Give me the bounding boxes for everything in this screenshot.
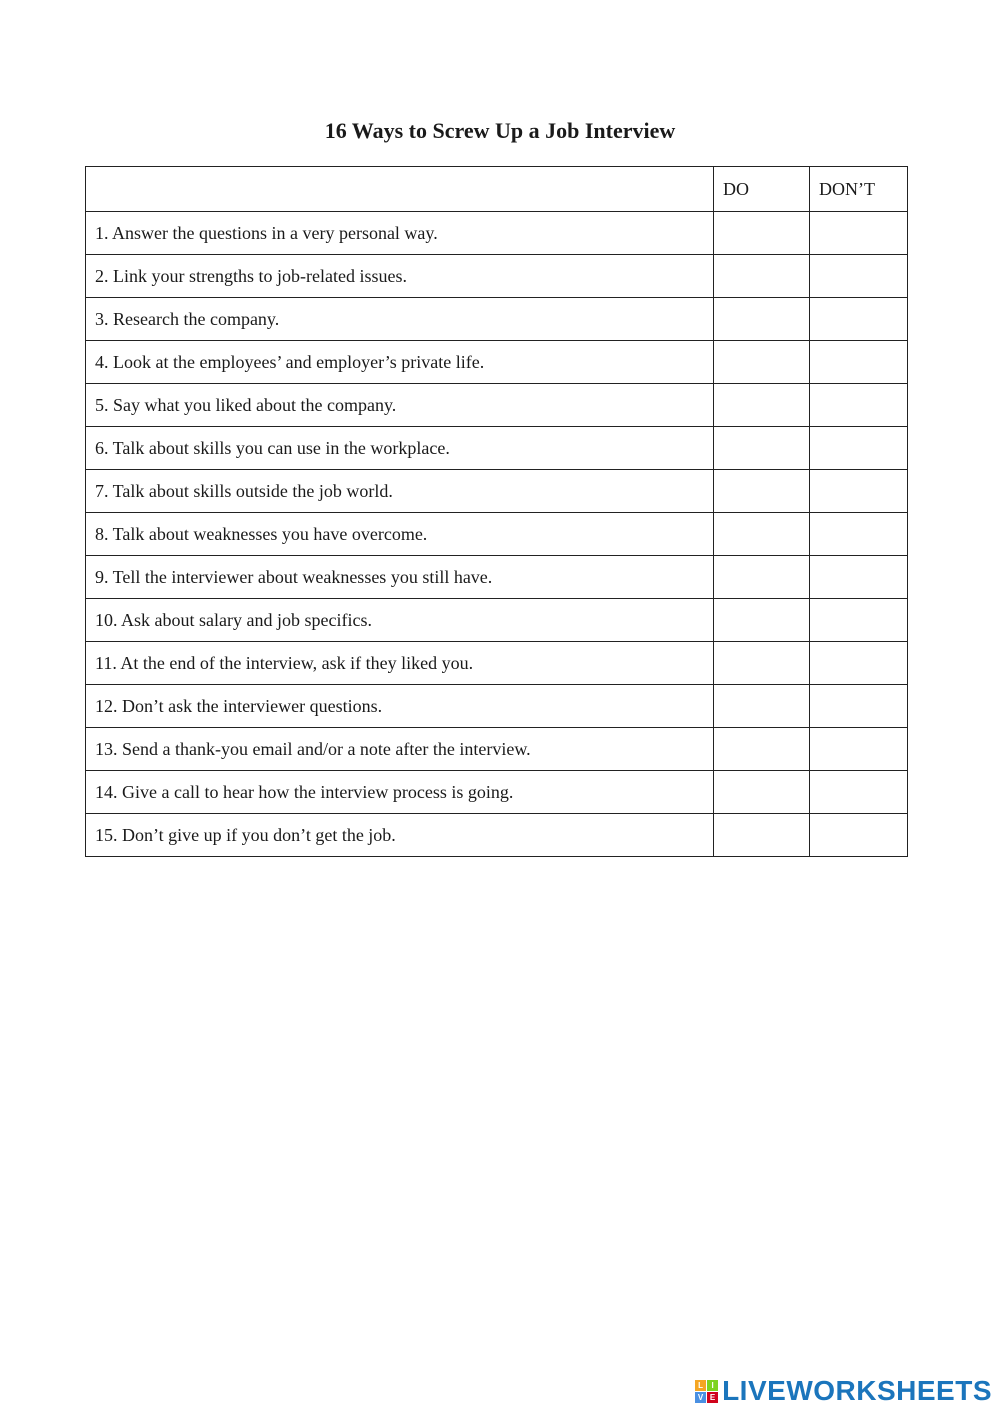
- statement-cell: 2. Link your strengths to job-related issues.: [86, 255, 714, 298]
- logo-letter: I: [707, 1380, 718, 1391]
- statement-cell: 1. Answer the questions in a very personal way.: [86, 212, 714, 255]
- do-answer-cell[interactable]: [714, 728, 810, 771]
- dont-answer-cell[interactable]: [810, 771, 908, 814]
- statement-cell: 7. Talk about skills outside the job world.: [86, 470, 714, 513]
- dont-answer-cell[interactable]: [810, 470, 908, 513]
- do-answer-cell[interactable]: [714, 427, 810, 470]
- dont-answer-cell[interactable]: [810, 341, 908, 384]
- statement-cell: 13. Send a thank-you email and/or a note after the interview.: [86, 728, 714, 771]
- dont-answer-cell[interactable]: [810, 255, 908, 298]
- table-row: [86, 255, 908, 298]
- do-answer-cell[interactable]: [714, 470, 810, 513]
- liveworksheets-logo[interactable]: [695, 1375, 992, 1407]
- header-do: DO: [714, 167, 810, 212]
- statement-cell: 14. Give a call to hear how the interview process is going.: [86, 771, 714, 814]
- header-dont: DON’T: [810, 167, 908, 212]
- table-row: [86, 427, 908, 470]
- table-row: [86, 212, 908, 255]
- table-row: [86, 341, 908, 384]
- logo-mark-icon: [695, 1380, 718, 1403]
- do-answer-cell[interactable]: [714, 513, 810, 556]
- dont-answer-cell[interactable]: [810, 384, 908, 427]
- statement-cell: 9. Tell the interviewer about weaknesses you still have.: [86, 556, 714, 599]
- do-answer-cell[interactable]: [714, 255, 810, 298]
- logo-letter: V: [695, 1392, 706, 1403]
- table-row: [86, 728, 908, 771]
- header-item: [86, 167, 714, 212]
- dont-answer-cell[interactable]: [810, 599, 908, 642]
- table-header-row: [86, 167, 908, 212]
- table-row: [86, 642, 908, 685]
- do-answer-cell[interactable]: [714, 556, 810, 599]
- do-dont-table: [85, 166, 908, 857]
- statement-cell: 3. Research the company.: [86, 298, 714, 341]
- dont-answer-cell[interactable]: [810, 814, 908, 857]
- table-row: [86, 513, 908, 556]
- dont-answer-cell[interactable]: [810, 728, 908, 771]
- table-row: [86, 771, 908, 814]
- do-answer-cell[interactable]: [714, 212, 810, 255]
- logo-letter: E: [707, 1392, 718, 1403]
- dont-answer-cell[interactable]: [810, 212, 908, 255]
- table-row: [86, 685, 908, 728]
- dont-answer-cell[interactable]: [810, 427, 908, 470]
- dont-answer-cell[interactable]: [810, 556, 908, 599]
- statement-cell: 6. Talk about skills you can use in the workplace.: [86, 427, 714, 470]
- do-answer-cell[interactable]: [714, 642, 810, 685]
- do-answer-cell[interactable]: [714, 771, 810, 814]
- do-answer-cell[interactable]: [714, 685, 810, 728]
- statement-cell: 10. Ask about salary and job specifics.: [86, 599, 714, 642]
- do-answer-cell[interactable]: [714, 599, 810, 642]
- table-row: [86, 298, 908, 341]
- logo-text: LIVEWORKSHEETS: [722, 1375, 992, 1406]
- statement-cell: 15. Don’t give up if you don’t get the job.: [86, 814, 714, 857]
- do-answer-cell[interactable]: [714, 298, 810, 341]
- table-row: [86, 470, 908, 513]
- dont-answer-cell[interactable]: [810, 298, 908, 341]
- dont-answer-cell[interactable]: [810, 642, 908, 685]
- statement-cell: 5. Say what you liked about the company.: [86, 384, 714, 427]
- table-row: [86, 384, 908, 427]
- table-row: [86, 599, 908, 642]
- dont-answer-cell[interactable]: [810, 685, 908, 728]
- table-row: [86, 556, 908, 599]
- do-answer-cell[interactable]: [714, 384, 810, 427]
- statement-cell: 8. Talk about weaknesses you have overcome.: [86, 513, 714, 556]
- statement-cell: 4. Look at the employees’ and employer’s private life.: [86, 341, 714, 384]
- statement-cell: 12. Don’t ask the interviewer questions.: [86, 685, 714, 728]
- page-title: 16 Ways to Screw Up a Job Interview: [324, 118, 676, 143]
- dont-answer-cell[interactable]: [810, 513, 908, 556]
- do-answer-cell[interactable]: [714, 814, 810, 857]
- table-row: [86, 814, 908, 857]
- do-answer-cell[interactable]: [714, 341, 810, 384]
- statement-cell: 11. At the end of the interview, ask if they liked you.: [86, 642, 714, 685]
- logo-letter: L: [695, 1380, 706, 1391]
